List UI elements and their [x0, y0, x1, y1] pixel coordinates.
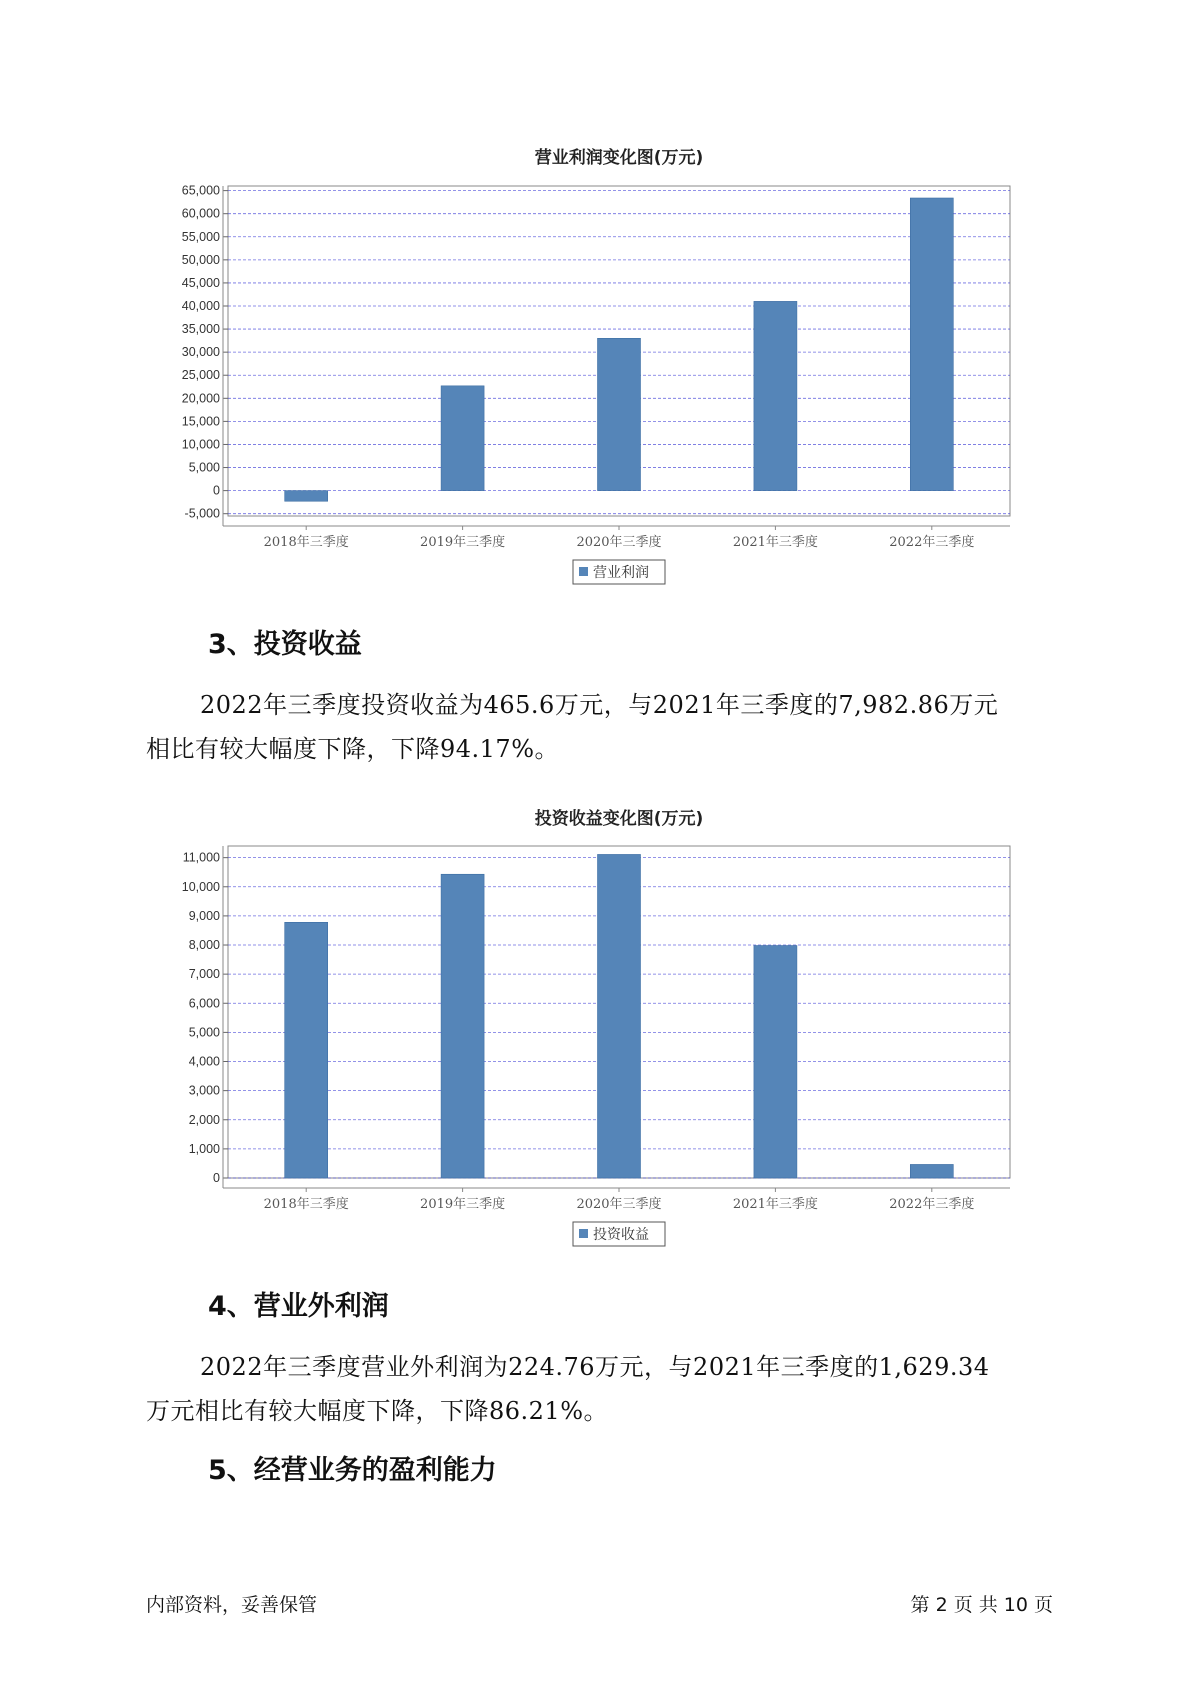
y-tick-label: 25,000: [181, 368, 220, 383]
y-tick-label: 0: [213, 483, 220, 498]
x-tick-label: 2022年三季度: [889, 1197, 975, 1212]
y-tick-label: 10,000: [181, 879, 220, 894]
footer-confidential-note: 内部资料，妥善保管: [146, 1594, 318, 1616]
y-tick-label: 11,000: [182, 850, 220, 865]
x-tick-label: 2020年三季度: [576, 535, 662, 550]
y-tick-label: 30,000: [181, 345, 220, 360]
y-tick-label: 0: [213, 1171, 220, 1185]
x-tick-label: 2019年三季度: [420, 1197, 506, 1212]
y-tick-label: 20,000: [181, 391, 220, 406]
y-tick-label: 35,000: [181, 322, 220, 337]
paragraph-investment-income: [146, 683, 1076, 771]
x-tick-label: 2021年三季度: [732, 1197, 818, 1212]
bar: [754, 946, 797, 1178]
y-tick-label: 10,000: [181, 437, 220, 452]
x-tick-label: 2019年三季度: [420, 535, 506, 550]
legend-label: 营业利润: [593, 565, 649, 581]
footer-page-number: 第 2 页 共 10 页: [910, 1594, 1053, 1616]
y-tick-label: 4,000: [188, 1054, 220, 1069]
section-heading-business-profitability: 5、经营业务的盈利能力: [208, 1455, 497, 1486]
y-tick-label: 8,000: [188, 938, 220, 953]
bar: [598, 854, 641, 1178]
legend-label: 投资收益: [593, 1227, 649, 1243]
paragraph-line: 2022年三季度投资收益为465.6万元，与2021年三季度的7,982.86万元: [200, 691, 999, 719]
y-tick-label: 50,000: [181, 252, 220, 267]
y-tick-label: 1,000: [188, 1141, 220, 1156]
paragraph-line: 2022年三季度营业外利润为224.76万元，与2021年三季度的1,629.34: [200, 1353, 990, 1381]
y-tick-label: 3,000: [188, 1083, 220, 1098]
y-tick-label: 65,000: [181, 183, 220, 198]
paragraph-line: 相比有较大幅度下降，下降94.17%。: [146, 735, 560, 763]
x-tick-label: 2018年三季度: [263, 535, 349, 550]
x-tick-label: 2020年三季度: [576, 1197, 662, 1212]
bar: [441, 874, 484, 1178]
section-heading-investment-income: 3、投资收益: [208, 629, 362, 660]
y-tick-label: 5,000: [188, 1025, 220, 1040]
x-tick-label: 2018年三季度: [263, 1197, 349, 1212]
y-tick-label: 6,000: [188, 996, 220, 1011]
chart-title: 营业利润变化图(万元): [534, 148, 704, 168]
y-tick-label: 60,000: [181, 206, 220, 221]
y-tick-label: 2,000: [188, 1112, 220, 1127]
section-heading-non-operating-profit: 4、营业外利润: [208, 1291, 389, 1322]
legend-swatch: [579, 1229, 588, 1238]
y-tick-label: 15,000: [181, 414, 220, 429]
y-tick-label: 55,000: [181, 229, 220, 244]
y-tick-label: 7,000: [188, 967, 220, 982]
y-tick-label: 5,000: [188, 460, 220, 475]
y-tick-label: -5,000: [184, 506, 220, 521]
bar: [910, 1164, 953, 1178]
y-tick-label: 45,000: [181, 275, 220, 290]
x-tick-label: 2022年三季度: [889, 535, 975, 550]
y-tick-label: 9,000: [188, 908, 220, 923]
chart-title: 投资收益变化图(万元): [534, 809, 704, 829]
y-tick-label: 40,000: [181, 299, 220, 313]
x-tick-label: 2021年三季度: [732, 535, 818, 550]
bar: [285, 922, 328, 1178]
paragraph-line: 万元相比有较大幅度下降，下降86.21%。: [146, 1397, 609, 1425]
paragraph-non-operating-profit: [146, 1345, 1076, 1433]
